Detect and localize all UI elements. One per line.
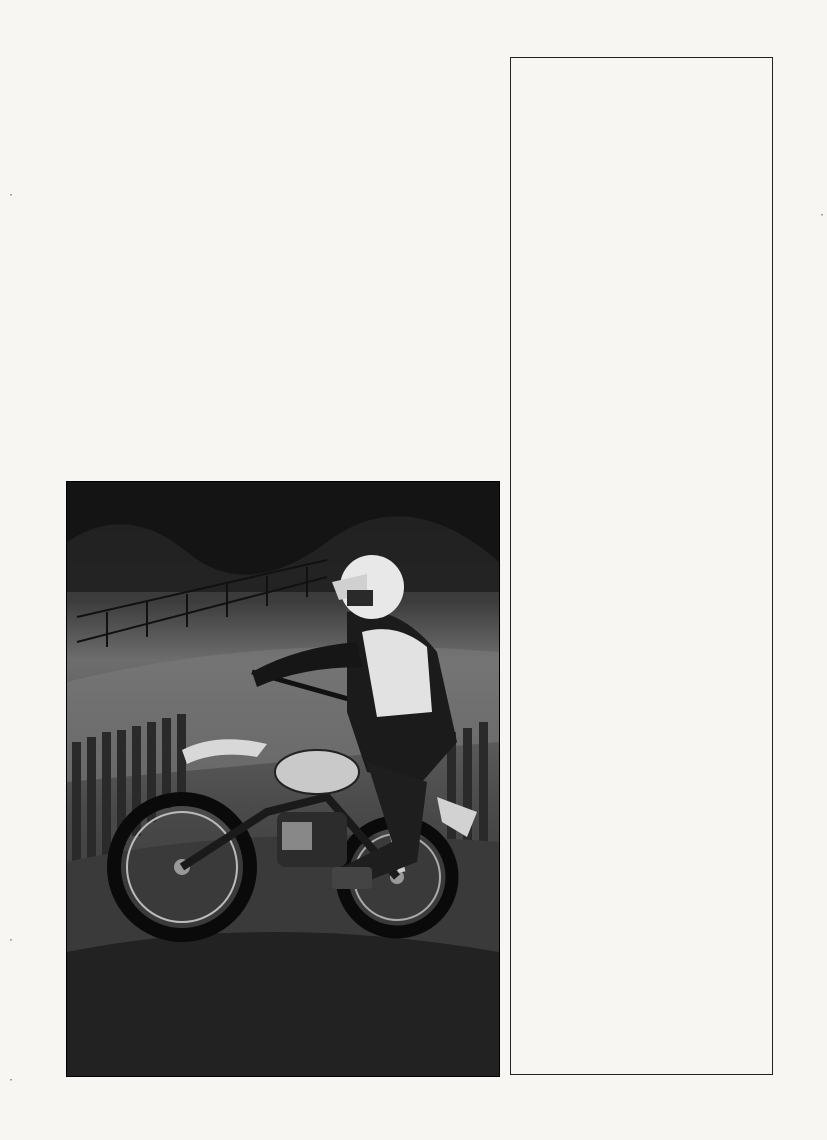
- margin-mark: ·: [8, 1075, 15, 1086]
- enduro-rider-photo: [66, 481, 500, 1077]
- margin-mark: ·: [819, 210, 826, 221]
- riders-box: [510, 57, 773, 1075]
- margin-mark: ·: [8, 935, 15, 946]
- rules-column: [60, 58, 380, 66]
- margin-mark: ·: [8, 190, 15, 201]
- riders-list: [537, 345, 747, 354]
